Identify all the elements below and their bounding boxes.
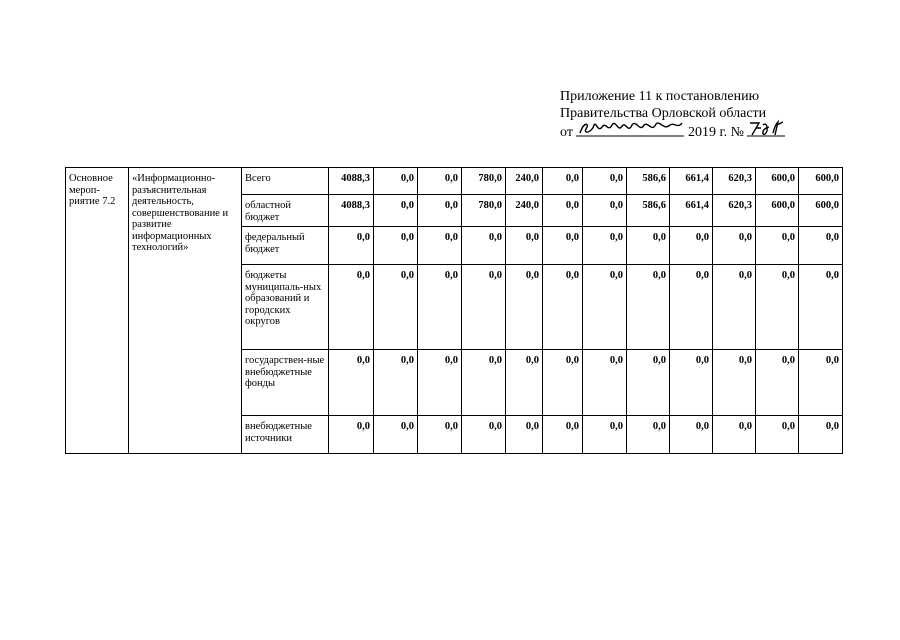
value-cell: 0,0 <box>374 195 418 227</box>
funding-table <box>65 167 843 454</box>
value-cell: 0,0 <box>418 416 462 454</box>
value-cell: 4088,3 <box>329 168 374 195</box>
value-cell: 0,0 <box>627 416 670 454</box>
value-cell: 780,0 <box>462 195 506 227</box>
value-cell: 0,0 <box>799 350 843 416</box>
value-cell: 240,0 <box>506 168 543 195</box>
funding-source-cell: бюджеты муниципаль-ных образований и городских округов <box>242 265 329 350</box>
value-cell: 0,0 <box>583 265 627 350</box>
value-cell: 0,0 <box>543 168 583 195</box>
value-cell: 0,0 <box>418 168 462 195</box>
value-cell: 0,0 <box>543 195 583 227</box>
value-cell: 0,0 <box>374 168 418 195</box>
value-cell: 0,0 <box>583 227 627 265</box>
value-cell: 0,0 <box>583 416 627 454</box>
value-cell: 600,0 <box>799 195 843 227</box>
table-row <box>66 168 843 195</box>
value-cell: 0,0 <box>670 416 713 454</box>
header-date-line <box>560 122 860 141</box>
value-cell: 0,0 <box>627 350 670 416</box>
value-cell: 620,3 <box>713 195 756 227</box>
value-cell: 620,3 <box>713 168 756 195</box>
value-cell: 0,0 <box>418 350 462 416</box>
value-cell: 0,0 <box>462 416 506 454</box>
value-cell: 661,4 <box>670 195 713 227</box>
value-cell: 0,0 <box>799 416 843 454</box>
value-cell: 0,0 <box>543 416 583 454</box>
funding-source-cell: Всего <box>242 168 329 195</box>
value-cell: 0,0 <box>506 227 543 265</box>
value-cell: 600,0 <box>756 168 799 195</box>
value-cell: 0,0 <box>329 227 374 265</box>
funding-source-cell: федеральный бюджет <box>242 227 329 265</box>
value-cell: 0,0 <box>506 416 543 454</box>
value-cell: 0,0 <box>543 350 583 416</box>
value-cell: 0,0 <box>799 227 843 265</box>
value-cell: 0,0 <box>583 195 627 227</box>
value-cell: 0,0 <box>462 350 506 416</box>
value-cell: 0,0 <box>329 265 374 350</box>
date-prefix: от <box>560 125 573 140</box>
value-cell: 0,0 <box>670 227 713 265</box>
value-cell: 0,0 <box>627 265 670 350</box>
value-cell: 661,4 <box>670 168 713 195</box>
value-cell: 0,0 <box>670 265 713 350</box>
document-header <box>560 88 860 141</box>
value-cell: 0,0 <box>713 350 756 416</box>
value-cell: 0,0 <box>329 416 374 454</box>
value-cell: 0,0 <box>418 195 462 227</box>
value-cell: 0,0 <box>583 168 627 195</box>
value-cell: 0,0 <box>627 227 670 265</box>
value-cell: 586,6 <box>627 195 670 227</box>
value-cell: 4088,3 <box>329 195 374 227</box>
value-cell: 0,0 <box>462 265 506 350</box>
value-cell: 240,0 <box>506 195 543 227</box>
value-cell: 0,0 <box>374 265 418 350</box>
date-suffix: 2019 г. № <box>687 125 744 140</box>
handwritten-number-signature <box>747 122 785 136</box>
funding-source-cell: областной бюджет <box>242 195 329 227</box>
value-cell: 600,0 <box>799 168 843 195</box>
value-cell: 0,0 <box>756 350 799 416</box>
value-cell: 586,6 <box>627 168 670 195</box>
funding-source-cell: государствен-ные внебюджетные фонды <box>242 350 329 416</box>
value-cell: 0,0 <box>506 350 543 416</box>
activity-code-cell: Основное мероп-риятие 7.2 <box>66 168 129 454</box>
value-cell: 0,0 <box>713 265 756 350</box>
value-cell: 0,0 <box>418 265 462 350</box>
value-cell: 0,0 <box>418 227 462 265</box>
value-cell: 0,0 <box>713 416 756 454</box>
value-cell: 0,0 <box>670 350 713 416</box>
header-line-1: Приложение 11 к постановлению <box>560 89 760 104</box>
activity-name-cell: «Информационно-разъяснительная деятельность, совершенствование и развитие информационных технологий» <box>129 168 242 454</box>
value-cell: 0,0 <box>756 227 799 265</box>
value-cell: 0,0 <box>543 227 583 265</box>
value-cell: 0,0 <box>506 265 543 350</box>
handwritten-date-signature <box>576 122 684 136</box>
value-cell: 0,0 <box>799 265 843 350</box>
funding-source-cell: внебюджетные источники <box>242 416 329 454</box>
value-cell: 780,0 <box>462 168 506 195</box>
value-cell: 600,0 <box>756 195 799 227</box>
value-cell: 0,0 <box>756 265 799 350</box>
value-cell: 0,0 <box>462 227 506 265</box>
value-cell: 0,0 <box>374 227 418 265</box>
header-line-2: Правительства Орловской области <box>560 106 767 121</box>
value-cell: 0,0 <box>374 416 418 454</box>
value-cell: 0,0 <box>374 350 418 416</box>
value-cell: 0,0 <box>583 350 627 416</box>
value-cell: 0,0 <box>713 227 756 265</box>
value-cell: 0,0 <box>543 265 583 350</box>
value-cell: 0,0 <box>756 416 799 454</box>
value-cell: 0,0 <box>329 350 374 416</box>
